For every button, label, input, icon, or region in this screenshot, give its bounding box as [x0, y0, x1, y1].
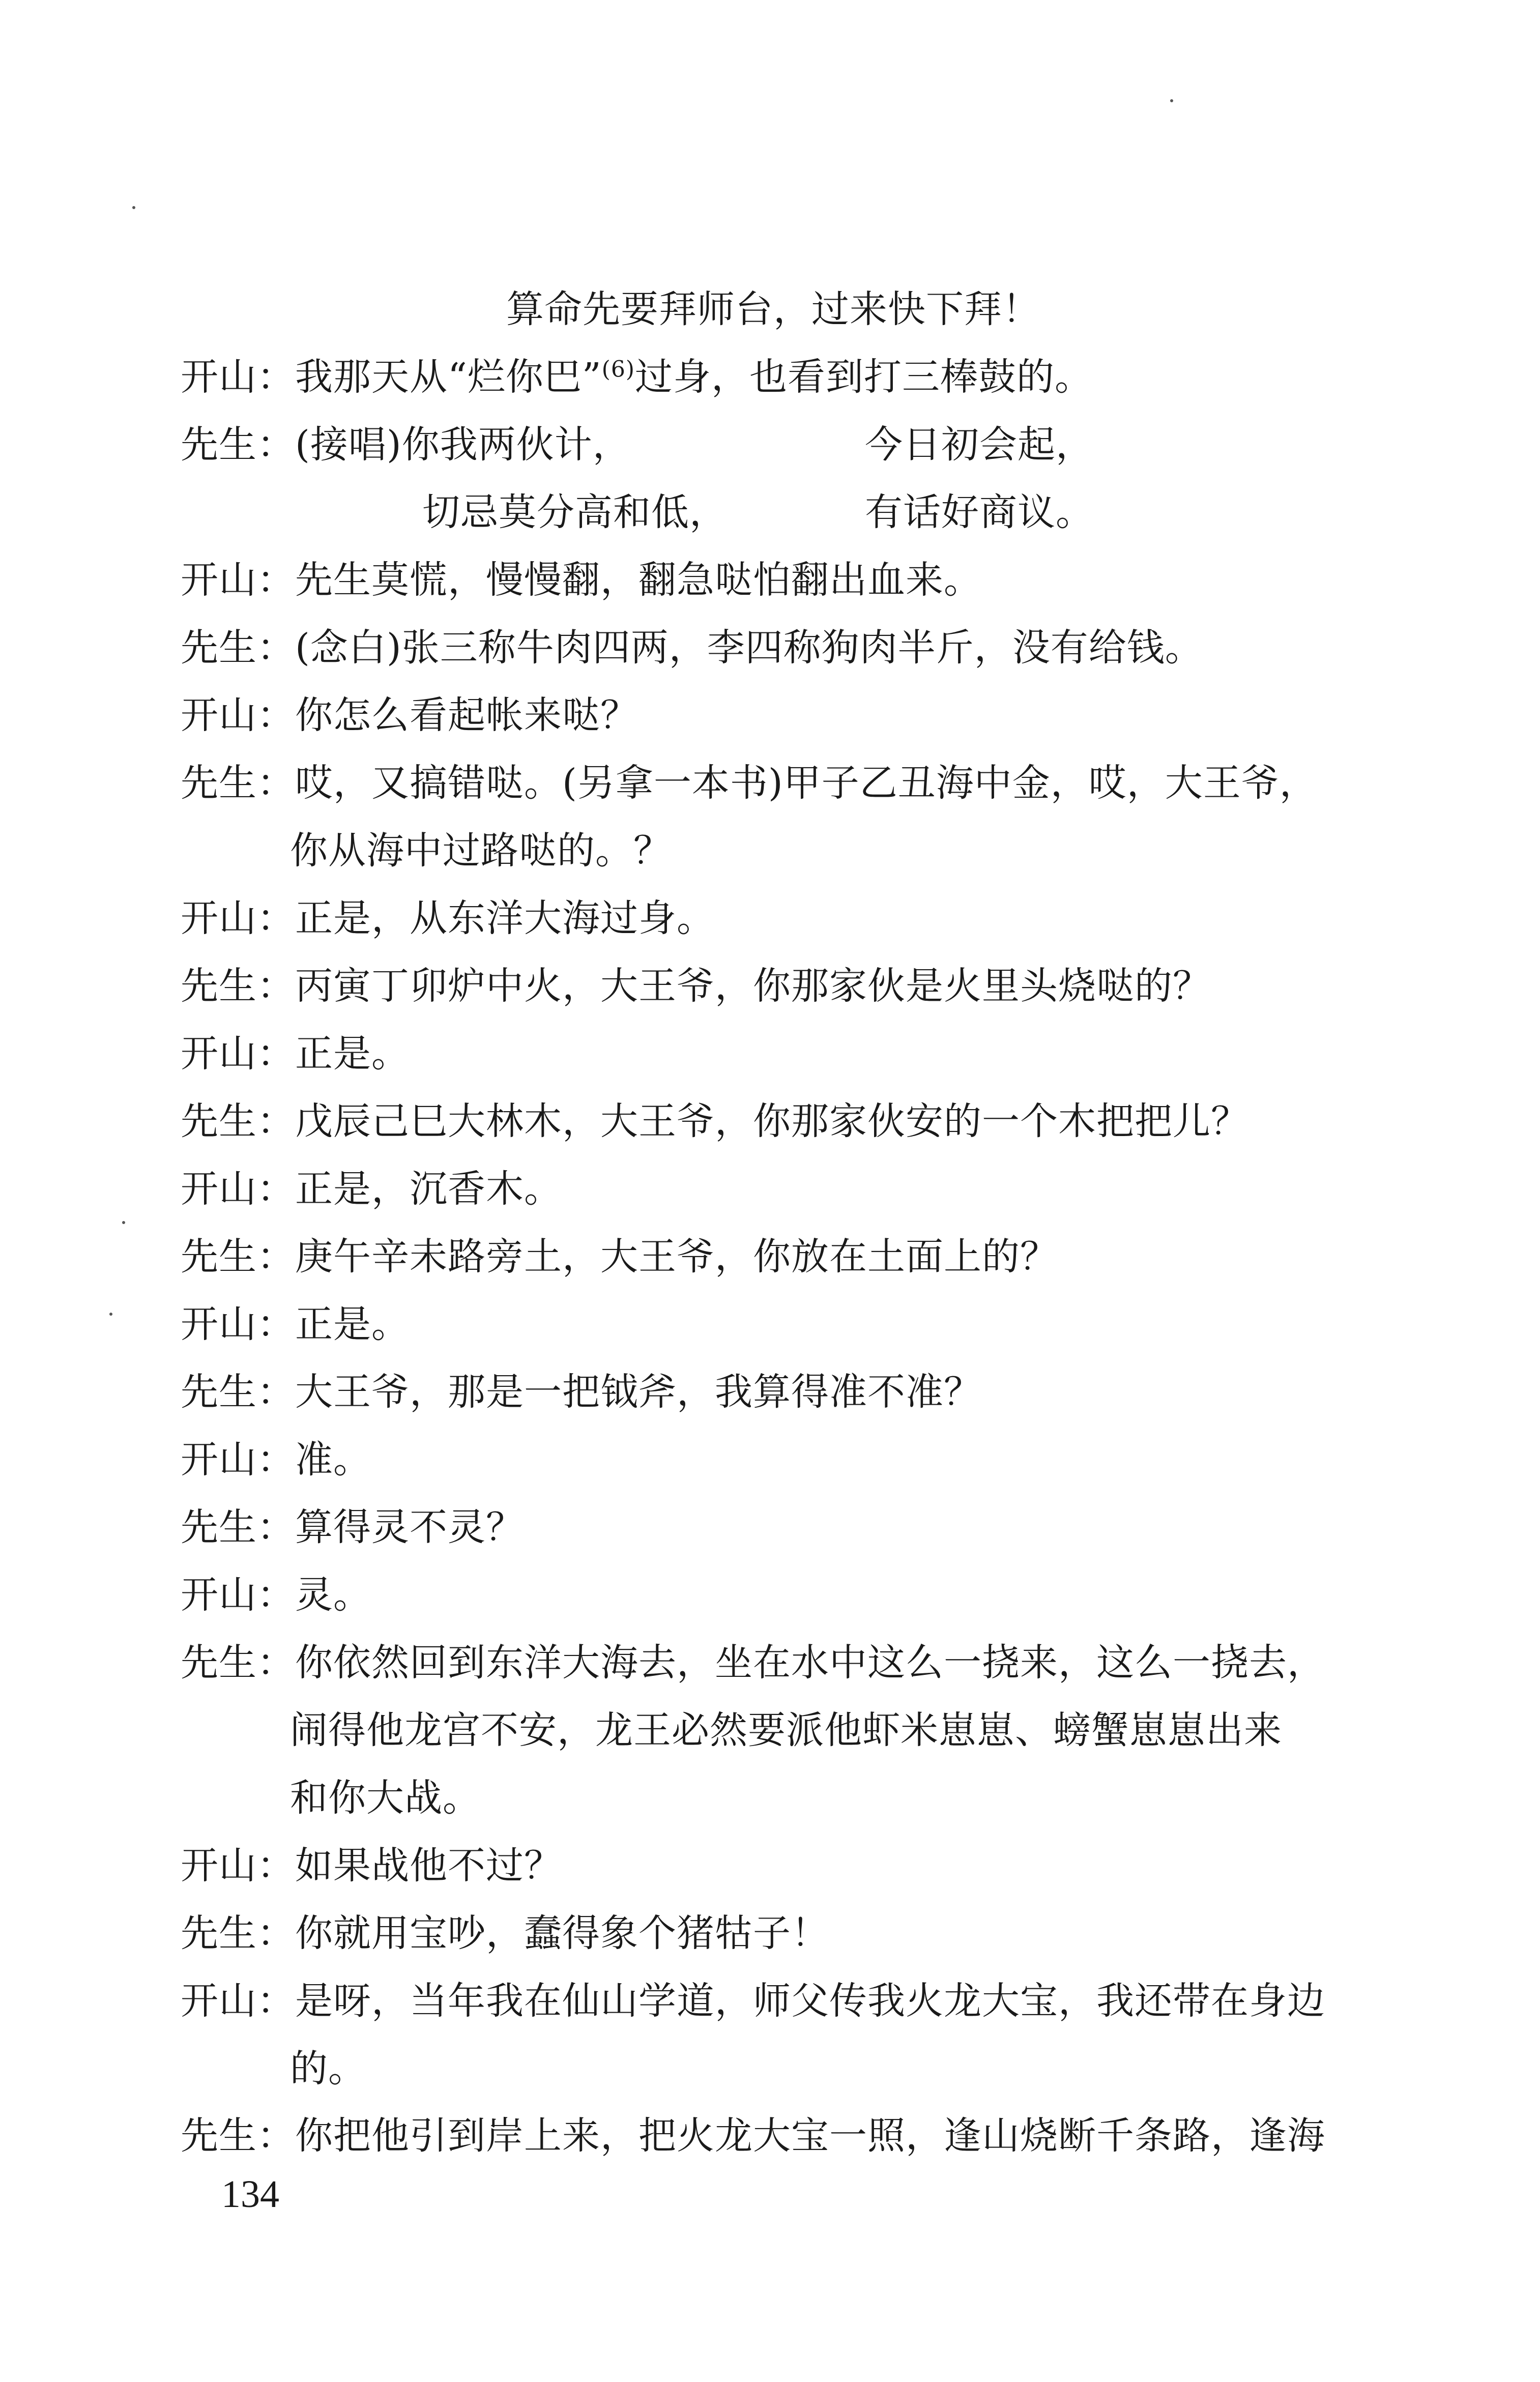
scan-speck [132, 206, 135, 209]
dialogue-line: 先生：你就用宝吵，蠢得象个猪牯子！ [181, 1911, 829, 1955]
page-number: 134 [221, 2173, 279, 2216]
verse-line: 有话好商议。 [865, 490, 1094, 534]
dialogue-line: 开山：先生莫慌，慢慢翻，翻急哒怕翻出血来。 [181, 558, 982, 602]
dialogue-line [181, 353, 1093, 401]
dialogue-text: 开山：我那天从“烂你巴” [181, 355, 602, 399]
dialogue-line: 开山：正是。 [181, 1302, 410, 1346]
verse-line: 今日初会起， [865, 423, 1094, 467]
dialogue-line: 先生：算得灵不灵？ [181, 1505, 524, 1549]
dialogue-line: 先生：(接唱)你我两伙计， [181, 423, 631, 467]
dialogue-line: 开山：是呀，当年我在仙山学道，师父传我火龙大宝，我还带在身边 [181, 1979, 1325, 2023]
dialogue-line: 开山：如果战他不过？ [181, 1844, 562, 1887]
dialogue-line: 先生：丙寅丁卯炉中火，大王爷，你那家伙是火里头烧哒的？ [181, 964, 1211, 1008]
dialogue-continuation: 你从海中过路哒的。？ [290, 829, 672, 873]
verse-line: 切忌莫分高和低， [422, 490, 728, 534]
dialogue-text: 过身，也看到打三棒鼓的。 [635, 355, 1093, 399]
dialogue-line: 先生：庚午辛未路旁土，大王爷，你放在土面上的？ [181, 1235, 1058, 1279]
footnote-marker: (6) [601, 356, 635, 383]
dialogue-line: 开山：灵。 [181, 1573, 371, 1617]
dialogue-line: 先生：你把他引到岸上来，把火龙大宝一照，逢山烧断千条路，逢海 [181, 2114, 1325, 2158]
dialogue-line: 先生：戊辰己巳大林木，大王爷，你那家伙安的一个木把把儿？ [181, 1099, 1249, 1143]
dialogue-line: 开山：准。 [181, 1438, 371, 1482]
dialogue-line: 开山：你怎么看起帐来哒？ [181, 693, 638, 737]
dialogue-line: 先生：(念白)张三称牛肉四两，李四称狗肉半斤，没有给钱。 [181, 626, 1203, 670]
dialogue-line: 开山：正是。 [181, 1032, 410, 1076]
scan-speck [1170, 99, 1173, 102]
dialogue-line: 先生：你依然回到东洋大海去，坐在水中这么一挠来，这么一挠去， [181, 1641, 1325, 1684]
dialogue-line: 开山：正是，沉香木。 [181, 1167, 562, 1211]
scan-speck [122, 1221, 125, 1224]
verse-line: 算命先要拜师台，过来快下拜！ [506, 287, 1040, 331]
scan-speck [109, 1313, 112, 1316]
dialogue-line: 开山：正是，从东洋大海过身。 [181, 896, 715, 940]
dialogue-continuation: 的。 [290, 2047, 366, 2090]
dialogue-line: 先生：大王爷，那是一把钺斧，我算得准不准？ [181, 1370, 982, 1414]
dialogue-continuation: 闹得他龙宫不安，龙王必然要派他虾米崽崽、螃蟹崽崽出来 [290, 1708, 1282, 1752]
dialogue-continuation: 和你大战。 [290, 1776, 481, 1820]
dialogue-line: 先生：哎，又搞错哒。(另拿一本书)甲子乙丑海中金，哎，大王爷， [181, 761, 1318, 805]
